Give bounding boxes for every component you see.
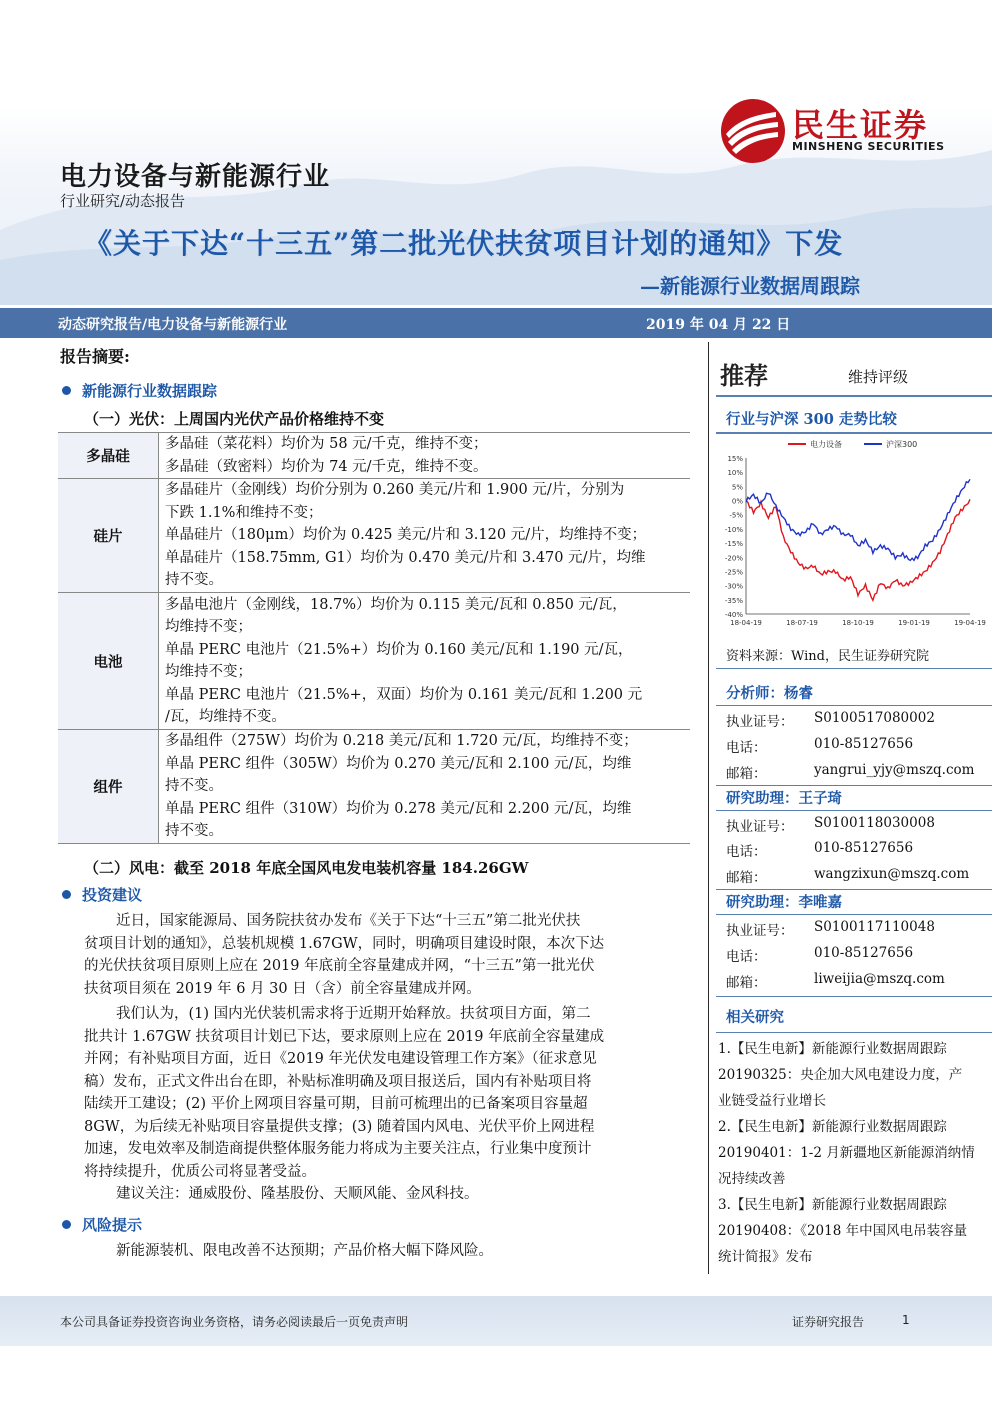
- table-cell: [159, 479, 691, 593]
- assistant2-email[interactable]: liweijia@mszq.com: [814, 971, 945, 987]
- related-item-2-line-2: 20190401：1-2 月新疆地区新能源消纳情: [718, 1145, 975, 1161]
- assistant2-license-label: 执业证号：: [726, 923, 794, 939]
- related-item-1-line-3: 业链受益行业增长: [718, 1093, 826, 1109]
- table-cell: [159, 730, 691, 844]
- x-tick-label: 18-04-19: [730, 619, 762, 627]
- assistant2-email-label: 邮箱：: [726, 975, 767, 991]
- table-line: 下跌 1.1%和维持不变；: [165, 504, 323, 521]
- table-category: 电池: [58, 593, 159, 730]
- section-rule: [716, 668, 992, 669]
- y-tick-label: 5%: [731, 483, 743, 492]
- minsheng-logo-icon: [720, 98, 786, 164]
- related-item-2-line-3: 况持续改善: [718, 1171, 786, 1187]
- y-tick-label: 0%: [731, 497, 743, 506]
- price-table: [58, 432, 690, 844]
- x-tick-label: 18-10-19: [842, 619, 874, 627]
- x-tick-label: 19-01-19: [898, 619, 930, 627]
- table-line: 持不变。: [165, 778, 223, 795]
- assistant1-email[interactable]: wangzixun@mszq.com: [814, 866, 970, 882]
- related-item-3-line-2: 20190408：《2018 年中国风电吊装容量: [718, 1223, 968, 1239]
- column-divider: [708, 342, 709, 1274]
- section-rule: [716, 705, 992, 706]
- paragraph-line: 加速，发电效率及制造商提供整体服务能力将成为主要关注点，行业集中度预计: [84, 1141, 592, 1157]
- assistant1-email-label: 邮箱：: [726, 870, 767, 886]
- section-rule: [716, 889, 992, 890]
- rating-label: 维持评级: [848, 368, 909, 386]
- section-rule: [716, 996, 992, 997]
- table-row: [58, 593, 690, 730]
- paragraph-line: 稿）发布，正式文件出台在即，补贴标准明确及项目报送后，国内有补贴项目将: [84, 1073, 592, 1090]
- analyst-email-label: 邮箱：: [726, 766, 767, 782]
- y-tick-label: -25%: [724, 568, 743, 577]
- investment-paragraph-1: [84, 910, 690, 1000]
- y-tick-label: -5%: [729, 511, 743, 520]
- table-line: 多晶硅片（金刚线）均价分别为 0.260 美元/片和 1.900 元/片，分别为: [165, 482, 625, 499]
- paragraph-line: 陆续开工建设；(2) 平价上网项目容量可期，目前可梳理出的已备案项目容量超: [84, 1096, 588, 1112]
- table-line: 单晶硅片（180μm）均价为 0.425 美元/片和 3.120 元/片，均维持不变；: [165, 527, 647, 544]
- table-category: 组件: [58, 730, 159, 844]
- assistant1-phone: 010-85127656: [814, 840, 914, 856]
- paragraph-line: 我们认为，(1) 国内光伏装机需求将于近期开始释放。扶贫项目方面，第二: [116, 1006, 591, 1022]
- section-rule: [716, 1032, 992, 1033]
- trend-chart: [716, 436, 988, 632]
- table-line: 单晶 PERC 电池片（21.5%+，双面）均价为 0.161 美元/瓦和 1.200 元: [165, 686, 643, 703]
- section-rule: [716, 810, 992, 811]
- paragraph-line: 扶贫项目须在 2019 年 6 月 30 日（含）前全容量建成并网。: [84, 980, 481, 997]
- y-tick-label: -15%: [724, 540, 743, 549]
- y-tick-label: 15%: [727, 455, 743, 463]
- table-cell: [159, 433, 691, 479]
- y-tick-label: -35%: [724, 596, 743, 605]
- section-heading-risk: 风险提示: [82, 1216, 143, 1234]
- section-rule: [716, 785, 992, 786]
- table-category: 多晶硅: [58, 433, 159, 479]
- bullet-icon: [62, 386, 71, 395]
- table-line: 单晶 PERC 电池片（21.5%+）均价为 0.160 美元/瓦和 1.190 元/瓦，: [165, 641, 633, 658]
- assistant2-phone: 010-85127656: [814, 945, 914, 961]
- analyst-heading: 分析师：杨睿: [726, 685, 813, 702]
- related-item-3[interactable]: 3.【民生电新】新能源行业数据周跟踪: [718, 1197, 947, 1213]
- y-tick-label: 10%: [727, 469, 743, 478]
- section-heading-investment: 投资建议: [82, 886, 143, 904]
- chart-x-axis: [730, 614, 986, 627]
- analyst-phone: 010-85127656: [814, 736, 914, 752]
- investment-recommendation: 建议关注：通威股份、隆基股份、天顺风能、金风科技。: [116, 1186, 479, 1202]
- chart-source: 资料来源：Wind，民生证券研究院: [726, 649, 929, 664]
- table-line: 多晶电池片（金刚线，18.7%）均价为 0.115 美元/瓦和 0.850 元/瓦，: [165, 596, 627, 613]
- chart-heading: 行业与沪深 300 走势比较: [726, 411, 897, 428]
- subsection-heading-pv: （一）光伏：上周国内光伏产品价格维持不变: [84, 410, 385, 428]
- paragraph-line: 近日，国家能源局、国务院扶贫办发布《关于下达“十三五”第二批光伏扶: [116, 913, 581, 929]
- logo-text-en: MINSHENG SECURITIES: [792, 140, 945, 153]
- related-item-1-line-2: 20190325：央企加大风电建设力度，产: [718, 1067, 963, 1083]
- report-type: 行业研究/动态报告: [60, 192, 186, 210]
- table-row: [58, 479, 690, 593]
- paragraph-line: 的光伏扶贫项目原则上应在 2019 年底前全容量建成并网，“十三五”第一批光伏: [84, 958, 595, 974]
- chart-y-axis: [725, 455, 746, 619]
- table-line: 单晶 PERC 组件（305W）均价为 0.270 美元/瓦和 2.100 元/瓦，均维: [165, 755, 632, 772]
- assistant2-heading: 研究助理：李唯嘉: [726, 894, 842, 911]
- related-list: [718, 1036, 986, 1270]
- assistant1-license: S0100118030008: [814, 815, 935, 831]
- section-rule: [716, 914, 992, 915]
- paragraph-line: 8GW，为后续无补贴项目容量提供支撑；(3) 随着国内风电、光伏平价上网进程: [84, 1118, 595, 1135]
- legend-label-series-1: 电力设备: [810, 440, 842, 449]
- analyst-license-label: 执业证号：: [726, 714, 794, 730]
- table-line: /瓦，均维持不变。: [165, 709, 286, 725]
- related-heading: 相关研究: [726, 1009, 784, 1026]
- legend-label-series-2: 沪深300: [886, 440, 918, 449]
- related-item-2[interactable]: 2.【民生电新】新能源行业数据周跟踪: [718, 1119, 947, 1135]
- table-row: [58, 433, 690, 479]
- table-line: 多晶硅（致密料）均价为 74 元/千克，维持不变。: [165, 458, 488, 475]
- analyst-phone-label: 电话：: [726, 740, 767, 756]
- recommendation-label: 推荐: [720, 362, 768, 390]
- table-line: 均维持不变；: [165, 619, 252, 635]
- table-cell: [159, 593, 691, 730]
- related-item-1[interactable]: 1.【民生电新】新能源行业数据周跟踪: [718, 1041, 947, 1057]
- table-line: 多晶硅（菜花料）均价为 58 元/千克，维持不变；: [165, 436, 488, 452]
- related-item-3-line-3: 统计简报》发布: [718, 1249, 813, 1265]
- chart-legend: [788, 439, 917, 449]
- footer-report-type: 证券研究报告: [792, 1315, 865, 1329]
- paragraph-line: 批共计 1.67GW 扶贫项目计划已下达，要求原则上应在 2019 年底前全容量建成: [84, 1028, 605, 1045]
- chart-series: [746, 479, 970, 600]
- analyst-email[interactable]: yangrui_yjy@mszq.com: [814, 762, 975, 778]
- report-date: 2019 年 04 月 22 日: [646, 317, 791, 333]
- analyst-license: S0100517080002: [814, 710, 935, 726]
- industry-name: 电力设备与新能源行业: [60, 162, 331, 192]
- footer-disclaimer: 本公司具备证券投资咨询业务资格，请务必阅读最后一页免责声明: [60, 1315, 409, 1329]
- series-line-1: [746, 499, 970, 600]
- paragraph-line: 将持续提升，优质公司将显著受益。: [84, 1163, 316, 1180]
- page-number: 1: [902, 1313, 910, 1327]
- y-tick-label: -20%: [724, 554, 743, 563]
- section-rule: [716, 395, 992, 397]
- report-title: 《关于下达“十三五”第二批光伏扶贫项目计划的通知》下发: [84, 227, 844, 260]
- section-heading-data-tracking: 新能源行业数据跟踪: [82, 382, 218, 400]
- category-bar-text: 动态研究报告/电力设备与新能源行业: [58, 317, 288, 333]
- y-tick-label: -10%: [724, 525, 743, 534]
- table-row: [58, 730, 690, 844]
- x-tick-label: 18-07-19: [786, 619, 818, 627]
- y-tick-label: -30%: [724, 582, 743, 591]
- y-tick-label: -40%: [724, 611, 743, 619]
- abstract-heading: 报告摘要:: [60, 347, 130, 366]
- report-subtitle: —新能源行业数据周跟踪: [640, 274, 860, 298]
- paragraph-line: 并网；有补贴项目方面，近日《2019 年光伏发电建设管理工作方案》（征求意见: [84, 1051, 597, 1067]
- bullet-icon: [62, 1220, 71, 1229]
- x-tick-label: 19-04-19: [954, 619, 986, 627]
- table-line: 多晶组件（275W）均价为 0.218 美元/瓦和 1.720 元/瓦，均维持不变；: [165, 733, 638, 750]
- assistant1-phone-label: 电话：: [726, 844, 767, 860]
- investment-paragraph-2: [84, 1003, 690, 1183]
- subsection-heading-wind: （二）风电：截至 2018 年底全国风电发电装机容量 184.26GW: [84, 859, 529, 877]
- table-line: 持不变。: [165, 823, 223, 840]
- risk-text: 新能源装机、限电改善不达预期；产品价格大幅下降风险。: [116, 1243, 493, 1259]
- table-line: 单晶 PERC 组件（310W）均价为 0.278 美元/瓦和 2.200 元/瓦，均维: [165, 800, 632, 817]
- assistant1-heading: 研究助理：王子琦: [726, 790, 842, 807]
- assistant2-license: S0100117110048: [814, 919, 935, 935]
- assistant1-license-label: 执业证号：: [726, 819, 794, 835]
- table-line: 均维持不变；: [165, 664, 252, 680]
- bullet-icon: [62, 890, 71, 899]
- table-category: 硅片: [58, 479, 159, 593]
- assistant2-phone-label: 电话：: [726, 949, 767, 965]
- logo-text-cn: 民生证券: [792, 106, 929, 144]
- table-line: 单晶硅片（158.75mm, G1）均价为 0.470 美元/片和 3.470 元/片，均维: [165, 549, 646, 566]
- section-rule: [716, 432, 992, 434]
- paragraph-line: 贫项目计划的通知》，总装机规模 1.67GW，同时，明确项目建设时限，本次下达: [84, 935, 605, 952]
- table-line: 持不变。: [165, 572, 223, 589]
